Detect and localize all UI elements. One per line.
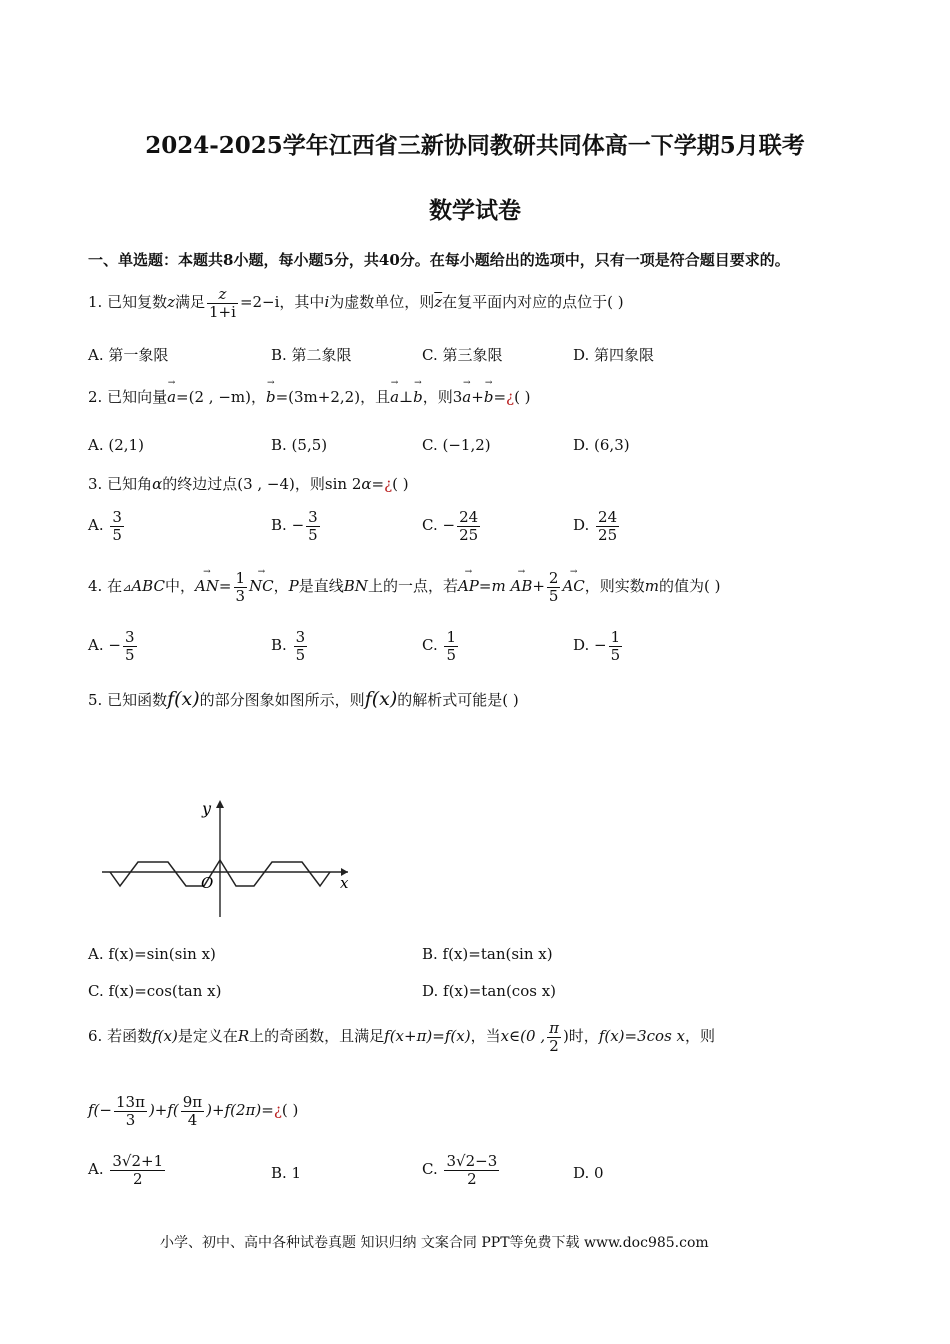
q3-text: 3. 已知角 — [88, 475, 153, 493]
q1-text: 1. 已知复数 — [88, 293, 168, 311]
q1-zbar: $\overline{z}$ — [434, 293, 443, 311]
question-6-line2: f(− $\frac{13\pi}{3}$ )+f( $\frac{9\pi}{4}$ )+f(2π)=¿( ) — [88, 1093, 299, 1129]
q6-option-d: D. 0 — [573, 1164, 604, 1182]
q4-option-d: D. − $\frac{1}{5}$ — [573, 628, 621, 664]
q3-text: 的终边过点(3 , −4)，则sin 2 — [162, 475, 362, 493]
q3-var: α — [152, 475, 163, 493]
q2-vec-b: → b — [266, 388, 276, 406]
q3-text: = — [371, 475, 385, 493]
q2-text: + — [471, 388, 484, 406]
q1-option-d: D. 第四象限 — [573, 346, 655, 364]
q2-text: =(3m+2,2) — [275, 388, 361, 406]
q1-option-a: A. 第一象限 — [88, 346, 169, 364]
question-5: 5. 已知函数f(x)的部分图象如图所示，则f(x)的解析式可能是( ) — [88, 688, 519, 710]
q2-perp: ⊥ — [399, 388, 414, 406]
q1-option-c: C. 第三象限 — [422, 346, 503, 364]
section-header: 一、单选题：本题共8小题，每小题5分，共40分。在每小题给出的选项中，只有一项是符合题目要求的。 — [88, 251, 790, 269]
q1-text: ，其中 — [279, 293, 325, 311]
q4-option-a: A. − $\frac{3}{5}$ — [88, 628, 135, 664]
q3-option-a: A. $\frac{3}{5}$ — [88, 508, 122, 544]
q2-text: 2. 已知向量 — [88, 388, 168, 406]
function-graph — [98, 792, 358, 922]
x-label: x — [340, 874, 349, 892]
q4-option-c: C. $\frac{1}{5}$ — [422, 628, 457, 664]
q5-option-a: A. f(x)=sin(sin x) — [88, 945, 216, 963]
q6-option-a: A. $\frac{3√2+1}{2}$ — [88, 1152, 164, 1188]
question-1 — [88, 286, 624, 320]
exam-title-line2: 数学试卷 — [429, 197, 521, 224]
question-3 — [88, 473, 409, 494]
q1-var: z — [167, 293, 175, 311]
q3-option-b: B. − $\frac{3}{5}$ — [271, 508, 318, 544]
q1-text: =2−i — [239, 293, 280, 311]
question-4: 4. 在⊿ABC中，→ AN= $\frac{1}{3}$ → NC，P是直线BN上的一点，若→ AP=m → AB+ $\frac{2}{5}$ → AC，则实数m的值为( ) — [88, 570, 721, 604]
q2-option-b: B. (5,5) — [271, 436, 328, 454]
origin-label: O — [201, 874, 214, 892]
q2-option-a: A. (2,1) — [88, 436, 144, 454]
q2-vec-b: → b — [413, 388, 423, 406]
footer-text: 小学、初中、高中各种试卷真题 知识归纳 文案合同 PPT等免费下载 www.doc985.com — [160, 1235, 709, 1251]
q5-option-b: B. f(x)=tan(sin x) — [422, 945, 553, 963]
q1-text: 满足 — [175, 293, 206, 311]
q2-option-c: C. (−1,2) — [422, 436, 491, 454]
q1-text: 为虚数单位，则 — [329, 293, 435, 311]
q4-option-b: B. $\frac{3}{5}$ — [271, 628, 306, 664]
q6-option-c: C. $\frac{3√2-3}{2}$ — [422, 1152, 498, 1188]
q3-option-c: C. − $\frac{24}{25}$ — [422, 508, 479, 544]
q5-option-c: C. f(x)=cos(tan x) — [88, 982, 222, 1000]
q2-glyph: ¿ — [506, 388, 515, 406]
q3-option-d: D. $\frac{24}{25}$ — [573, 508, 618, 544]
q3-var: α — [361, 475, 372, 493]
q2-text: ( ) — [514, 388, 531, 406]
q1-var: i — [324, 293, 330, 311]
q2-vec-b: → b — [484, 388, 494, 406]
q2-text: ， — [250, 388, 266, 406]
q2-text: ，且 — [360, 388, 391, 406]
question-6: 6. 若函数f(x)是定义在R上的奇函数，且满足f(x+π)=f(x)，当x∈(0 , $\frac{\pi}{2}$ )时，f(x)=3cos x，则 — [88, 1019, 716, 1055]
q1-fraction: $\frac{z}{1+i}$ — [209, 285, 236, 321]
question-2 — [88, 386, 531, 407]
exam-title-line1: 2024-2025学年江西省三新协同教研共同体高一下学期5月联考 — [145, 132, 805, 159]
q2-text: = — [493, 388, 507, 406]
y-label: y — [202, 799, 212, 818]
q1-option-b: B. 第二象限 — [271, 346, 352, 364]
q2-text: ，则3 — [422, 388, 463, 406]
q5-option-d: D. f(x)=tan(cos x) — [422, 982, 557, 1000]
q6-option-b: B. 1 — [271, 1164, 302, 1182]
q2-vec-a: → a — [462, 388, 471, 406]
y-axis-arrow — [216, 800, 224, 808]
q1-text: 在复平面内对应的点位于( ) — [442, 293, 624, 311]
q2-option-d: D. (6,3) — [573, 436, 630, 454]
q2-vec-a: → a — [167, 388, 176, 406]
q2-text: =(2 , −m) — [176, 388, 251, 406]
q2-vec-a: → a — [390, 388, 399, 406]
q3-text: ( ) — [392, 475, 409, 493]
q3-glyph: ¿ — [384, 475, 393, 493]
